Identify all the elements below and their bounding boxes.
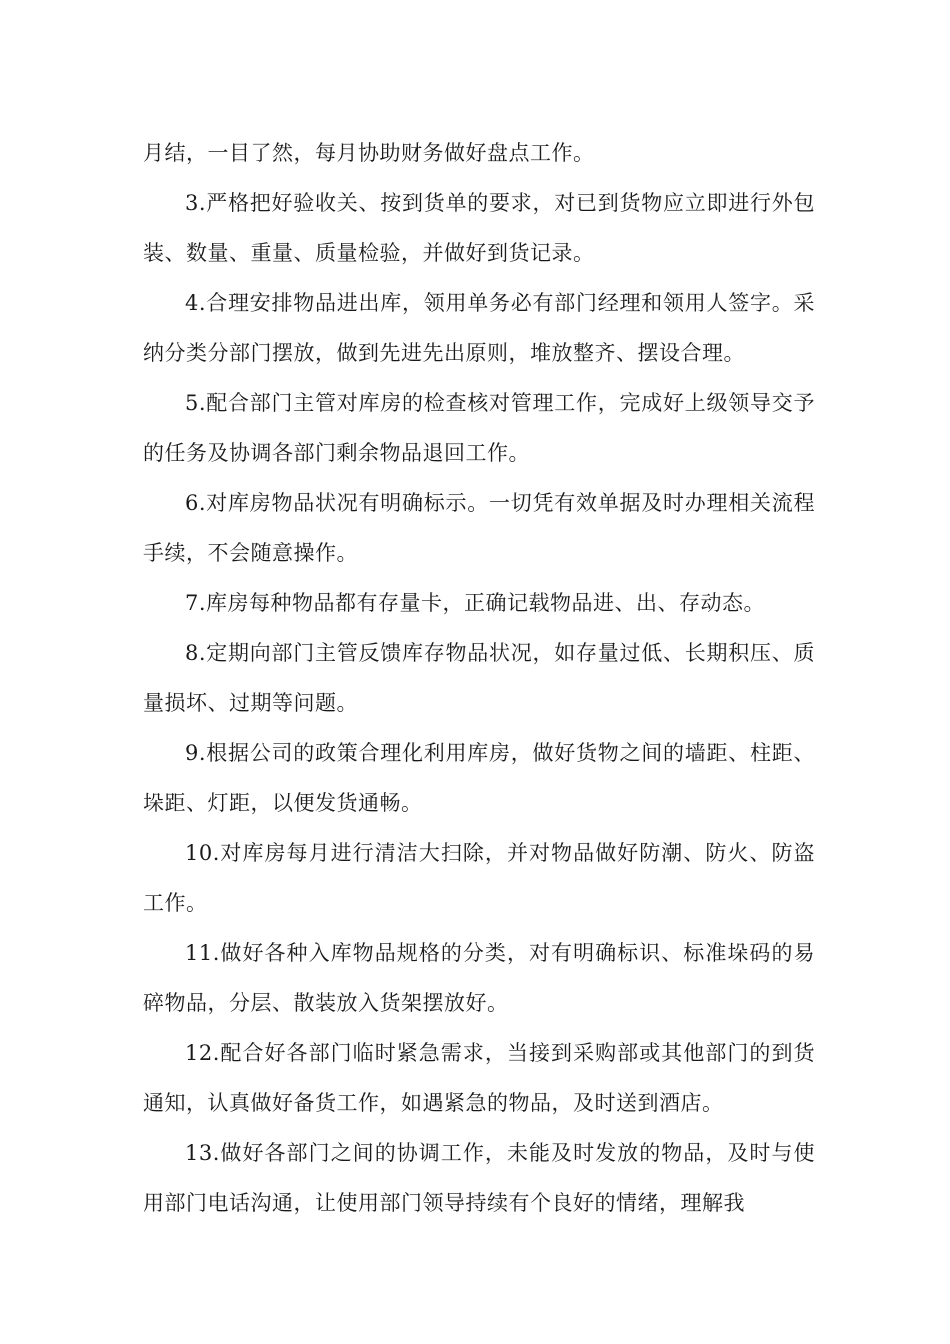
paragraph-item-13: 13.做好各部门之间的协调工作，未能及时发放的物品，及时与使用部门电话沟通，让使用部门领导持续有个良好的情绪，理解我 [143,1141,815,1215]
paragraph-item-8: 8.定期向部门主管反馈库存物品状况，如存量过低、长期积压、质量损坏、过期等问题。 [143,641,815,715]
paragraph-continuation: 月结，一目了然，每月协助财务做好盘点工作。 [143,141,595,165]
paragraph-item-4: 4.合理安排物品进出库，领用单务必有部门经理和领用人签字。采纳分类分部门摆放，做到先进先出原则，堆放整齐、摆设合理。 [143,291,815,365]
paragraph-item-11: 11.做好各种入库物品规格的分类，对有明确标识、标准垛码的易碎物品，分层、散装放入货架摆放好。 [143,941,815,1015]
paragraph-item-5: 5.配合部门主管对库房的检查核对管理工作，完成好上级领导交予的任务及协调各部门剩余物品退回工作。 [143,391,815,465]
paragraph-item-10: 10.对库房每月进行清洁大扫除，并对物品做好防潮、防火、防盗工作。 [143,841,815,915]
document-body [143,128,815,1228]
paragraph-item-12: 12.配合好各部门临时紧急需求，当接到采购部或其他部门的到货通知，认真做好备货工作，如遇紧急的物品，及时送到酒店。 [143,1041,815,1115]
paragraph-item-7: 7.库房每种物品都有存量卡，正确记载物品进、出、存动态。 [185,591,766,615]
paragraph-item-3: 3.严格把好验收关、按到货单的要求，对已到货物应立即进行外包装、数量、重量、质量检验，并做好到货记录。 [143,191,815,265]
paragraph-item-9: 9.根据公司的政策合理化利用库房，做好货物之间的墙距、柱距、垛距、灯距，以便发货通畅。 [143,741,815,815]
paragraph-item-6: 6.对库房物品状况有明确标示。一切凭有效单据及时办理相关流程手续，不会随意操作。 [143,491,815,565]
